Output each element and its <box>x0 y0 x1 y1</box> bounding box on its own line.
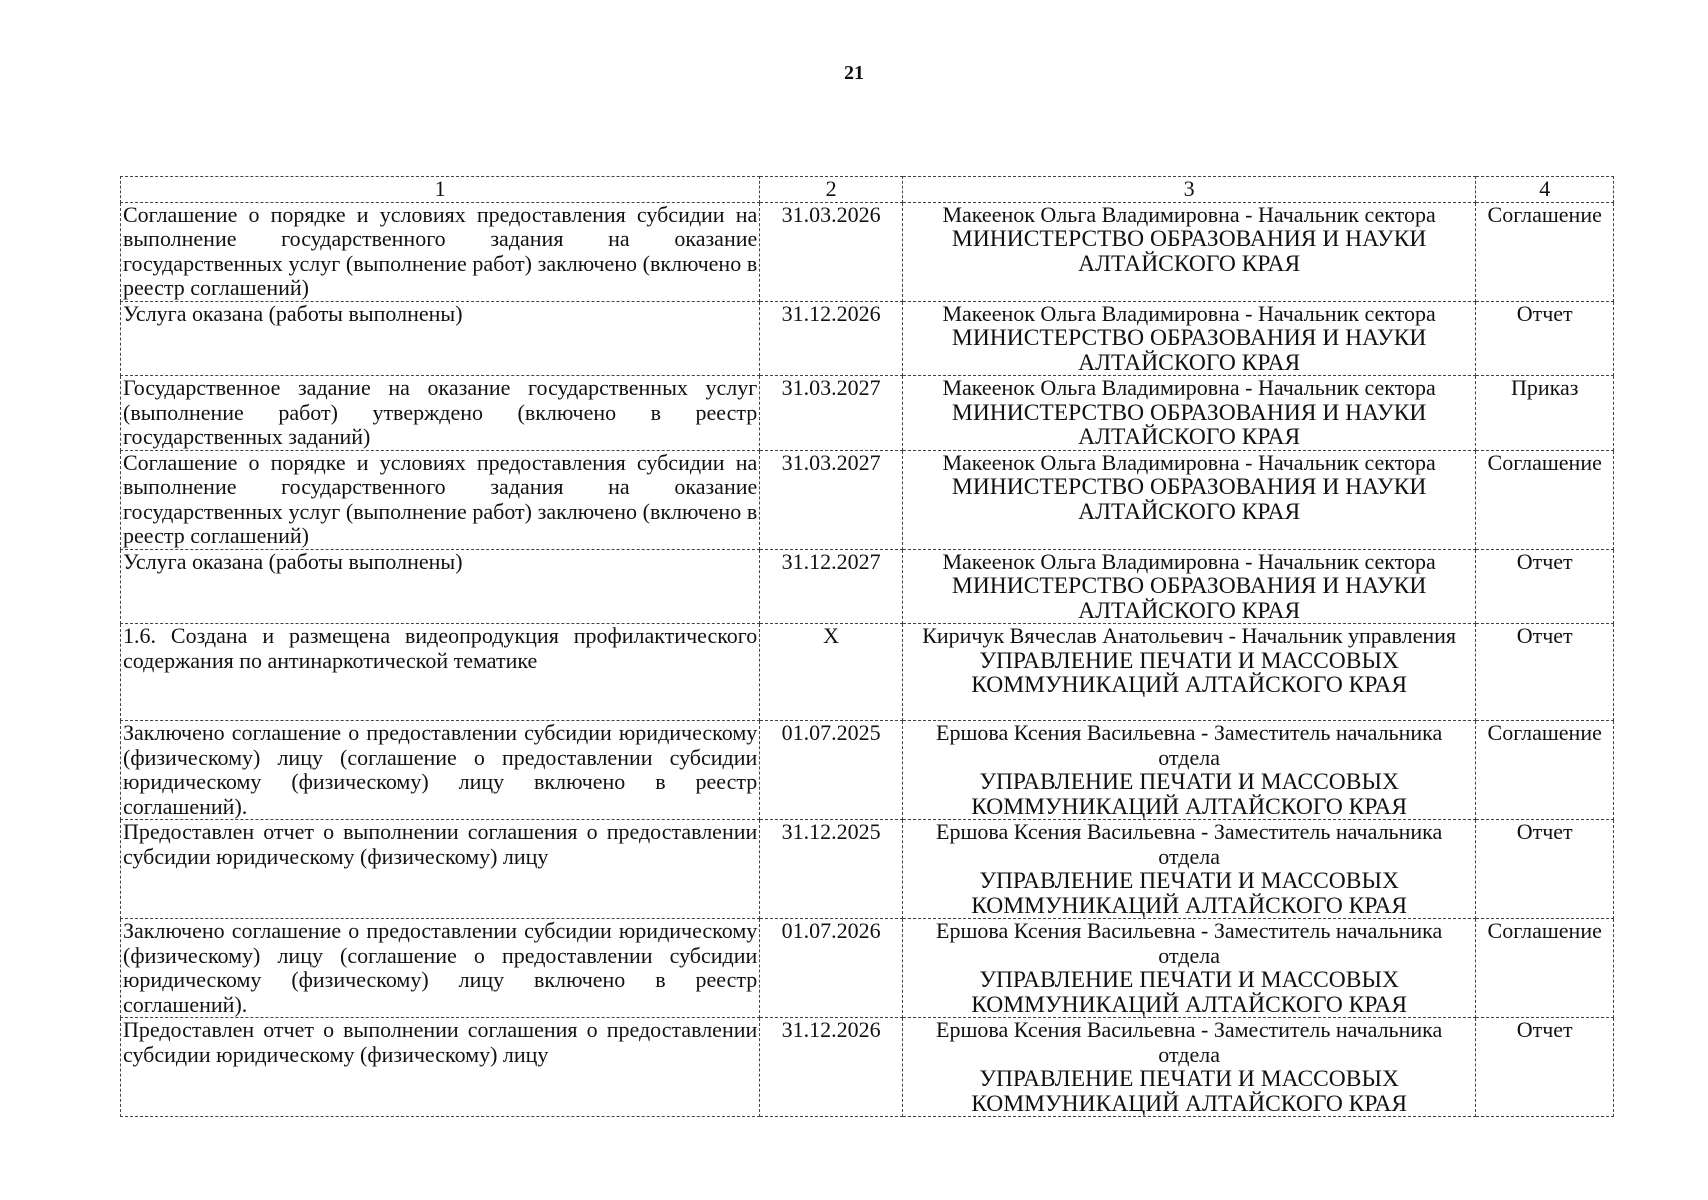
table-row <box>121 376 1614 451</box>
row-date: 31.12.2026 <box>760 1018 903 1117</box>
row-description: Предоставлен отчет о выполнении соглашения о предоставлении субсидии юридическому (физическому) лицу <box>121 820 760 919</box>
row-document: Отчет <box>1476 624 1614 721</box>
table-row <box>121 450 1614 549</box>
responsible-org: УПРАВЛЕНИЕ ПЕЧАТИ И МАССОВЫХ КОММУНИКАЦИЙ АЛТАЙСКОГО КРАЯ <box>971 967 1408 1018</box>
responsible-org: МИНИСТЕРСТВО ОБРАЗОВАНИЯ И НАУКИ АЛТАЙСКОГО КРАЯ <box>951 325 1427 376</box>
responsible-person: Макеенок Ольга Владимировна - Начальник сектора <box>942 202 1436 227</box>
row-document: Отчет <box>1476 1018 1614 1117</box>
responsible-org: УПРАВЛЕНИЕ ПЕЧАТИ И МАССОВЫХ КОММУНИКАЦИЙ АЛТАЙСКОГО КРАЯ <box>971 1066 1408 1117</box>
table-row <box>121 549 1614 624</box>
table-row <box>121 721 1614 820</box>
responsible-org: УПРАВЛЕНИЕ ПЕЧАТИ И МАССОВЫХ КОММУНИКАЦИЙ АЛТАЙСКОГО КРАЯ <box>971 868 1408 919</box>
row-responsible <box>902 202 1476 301</box>
column-header-2: 2 <box>760 177 903 203</box>
row-responsible <box>902 919 1476 1018</box>
row-date: 01.07.2026 <box>760 919 903 1018</box>
column-header-4: 4 <box>1476 177 1614 203</box>
row-description: Услуга оказана (работы выполнены) <box>121 549 760 624</box>
row-document: Отчет <box>1476 820 1614 919</box>
row-date: 31.12.2026 <box>760 301 903 376</box>
table-row <box>121 624 1614 721</box>
row-responsible <box>902 624 1476 721</box>
responsible-org: МИНИСТЕРСТВО ОБРАЗОВАНИЯ И НАУКИ АЛТАЙСКОГО КРАЯ <box>951 573 1427 624</box>
row-date: 31.03.2026 <box>760 202 903 301</box>
responsible-person: Макеенок Ольга Владимировна - Начальник сектора <box>942 301 1436 326</box>
row-document: Соглашение <box>1476 721 1614 820</box>
responsible-org: УПРАВЛЕНИЕ ПЕЧАТИ И МАССОВЫХ КОММУНИКАЦИЙ АЛТАЙСКОГО КРАЯ <box>971 647 1408 698</box>
responsible-person: Ершова Ксения Васильевна - Заместитель начальника отдела <box>936 720 1443 770</box>
responsible-org: МИНИСТЕРСТВО ОБРАЗОВАНИЯ И НАУКИ АЛТАЙСКОГО КРАЯ <box>951 226 1427 277</box>
row-date: 31.03.2027 <box>760 450 903 549</box>
row-responsible <box>902 450 1476 549</box>
row-description: Заключено соглашение о предоставлении субсидии юридическому (физическому) лицу (соглашение о предоставлении субсидии юридическому (физическому) лицу включено в реестр соглашений). <box>121 721 760 820</box>
row-document: Приказ <box>1476 376 1614 451</box>
table-row <box>121 820 1614 919</box>
table-row <box>121 301 1614 376</box>
responsible-org: МИНИСТЕРСТВО ОБРАЗОВАНИЯ И НАУКИ АЛТАЙСКОГО КРАЯ <box>951 399 1427 450</box>
row-responsible <box>902 1018 1476 1117</box>
row-date: 31.12.2027 <box>760 549 903 624</box>
responsible-person: Макеенок Ольга Владимировна - Начальник сектора <box>942 549 1436 574</box>
responsible-person: Макеенок Ольга Владимировна - Начальник сектора <box>942 450 1436 475</box>
table-row <box>121 1018 1614 1117</box>
row-document: Отчет <box>1476 549 1614 624</box>
row-description: Государственное задание на оказание государственных услуг (выполнение работ) утверждено (включено в реестр государственных заданий) <box>121 376 760 451</box>
responsible-org: МИНИСТЕРСТВО ОБРАЗОВАНИЯ И НАУКИ АЛТАЙСКОГО КРАЯ <box>951 474 1427 525</box>
row-description: Заключено соглашение о предоставлении субсидии юридическому (физическому) лицу (соглашение о предоставлении субсидии юридическому (физическому) лицу включено в реестр соглашений). <box>121 919 760 1018</box>
responsible-person: Ершова Ксения Васильевна - Заместитель начальника отдела <box>936 819 1443 869</box>
row-date: 31.03.2027 <box>760 376 903 451</box>
row-responsible <box>902 301 1476 376</box>
row-document: Соглашение <box>1476 450 1614 549</box>
responsible-person: Ершова Ксения Васильевна - Заместитель начальника отдела <box>936 918 1443 968</box>
table-row <box>121 919 1614 1018</box>
row-description: Соглашение о порядке и условиях предоставления субсидии на выполнение государственного задания на оказание государственных услуг (выполнение работ) заключено (включено в реестр соглашений) <box>121 202 760 301</box>
row-description: 1.6. Создана и размещена видеопродукция профилактического содержания по антинаркотической тематике <box>121 624 760 721</box>
page-number: 21 <box>844 62 864 84</box>
row-responsible <box>902 820 1476 919</box>
row-description: Услуга оказана (работы выполнены) <box>121 301 760 376</box>
row-responsible <box>902 721 1476 820</box>
row-date: 01.07.2025 <box>760 721 903 820</box>
responsible-person: Макеенок Ольга Владимировна - Начальник сектора <box>942 375 1436 400</box>
row-date: X <box>760 624 903 721</box>
column-header-3: 3 <box>902 177 1476 203</box>
column-header-1: 1 <box>121 177 760 203</box>
row-description: Предоставлен отчет о выполнении соглашения о предоставлении субсидии юридическому (физическому) лицу <box>121 1018 760 1117</box>
table-row <box>121 202 1614 301</box>
responsible-org: УПРАВЛЕНИЕ ПЕЧАТИ И МАССОВЫХ КОММУНИКАЦИЙ АЛТАЙСКОГО КРАЯ <box>971 769 1408 820</box>
row-responsible <box>902 549 1476 624</box>
row-document: Отчет <box>1476 301 1614 376</box>
row-document: Соглашение <box>1476 202 1614 301</box>
row-responsible <box>902 376 1476 451</box>
plan-table <box>120 176 1614 1117</box>
row-date: 31.12.2025 <box>760 820 903 919</box>
responsible-person: Киричук Вячеслав Анатольевич - Начальник управления <box>922 623 1457 648</box>
row-document: Соглашение <box>1476 919 1614 1018</box>
responsible-person: Ершова Ксения Васильевна - Заместитель начальника отдела <box>936 1017 1443 1067</box>
table-header-row <box>121 177 1614 203</box>
row-description: Соглашение о порядке и условиях предоставления субсидии на выполнение государственного задания на оказание государственных услуг (выполнение работ) заключено (включено в реестр соглашений) <box>121 450 760 549</box>
